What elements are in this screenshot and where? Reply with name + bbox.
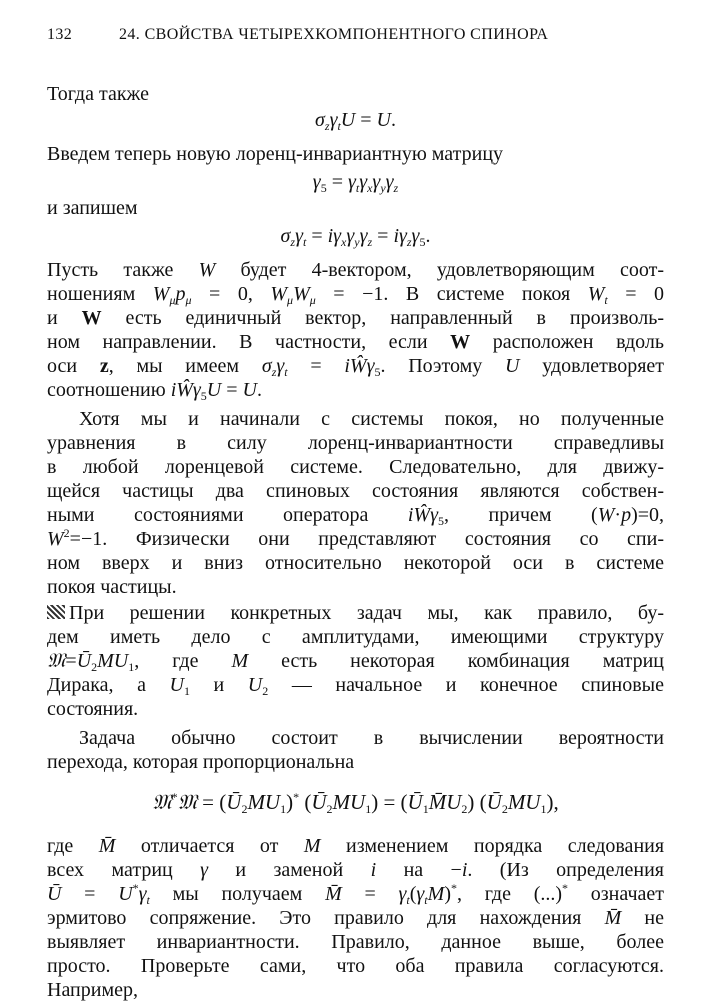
text-line: Пусть также W будет 4-вектором, удовлетворяющим соот- <box>47 259 664 281</box>
text-line: покоя частицы. <box>47 576 177 598</box>
text-line: всех матриц γ и заменой i на −i. (Из определения <box>47 859 665 881</box>
text-line: Например, <box>47 979 138 1001</box>
text-line: Тогда также <box>47 83 149 105</box>
text-line: Задача обычно состоит в вычислении вероятности <box>79 727 664 749</box>
text-line: Ū = $U^*\gamma_t$ мы получаем M̄ = $\gamma_t(\gamma_tM)^*$, где (...)* означает <box>47 881 665 907</box>
page-number: 132 <box>47 26 73 43</box>
text-line: оси z, мы имеем $\sigma_z\gamma_t$ = iŴγ$_5$. Поэтому U удовлетворяет <box>47 355 665 379</box>
text-line: соотношению iŴγ$_5$U = U. <box>47 379 262 403</box>
text-line: ношениям $W_\mu p_\mu = 0$, $W_\mu W_\mu = -1$. В системе покоя $W_t = 0$ <box>47 283 665 307</box>
pointing-hand-icon <box>47 605 65 619</box>
text-line: ном направлении. В частности, если W расположен вдоль <box>47 331 665 353</box>
text-line: просто. Проверьте сами, что оба правила согласуются. <box>47 955 664 977</box>
text-line: щейся частицы два спиновых состояния являются собствен- <box>47 480 664 502</box>
text-line: выявляет инвариантности. Правило, данное выше, более <box>47 931 664 953</box>
text-line: и запишем <box>47 197 138 219</box>
text-line: Дирака, а $U_1$ и $U_2$ — начальное и конечное спиновые <box>47 674 664 698</box>
text-line: перехода, которая пропорциональна <box>47 751 355 773</box>
text-line: дем иметь дело с амплитудами, имеющими структуру <box>47 626 664 648</box>
text-line: эрмитово сопряжение. Это правило для нахождения M̄ не <box>47 907 665 929</box>
equation: $\sigma_z\gamma_tU = U$. <box>315 109 396 133</box>
equation: $\sigma_z\gamma_t = i\gamma_x\gamma_y\gamma_z = i\gamma_z\gamma_5$. <box>280 225 431 249</box>
text-line: При решении конкретных задач мы, как правило, бу- <box>47 601 664 625</box>
equation: $\gamma_5 = \gamma_t\gamma_x\gamma_y\gamma_z$ <box>312 171 399 195</box>
text-line: Хотя мы и начинали с системы покоя, но полученные <box>79 408 664 430</box>
equation: 𝔐*𝔐 = $(Ū_2MU_1)^*$ $(Ū_2MU_1)$ = $(Ū_1M̄U_2)$ $(Ū_2MU_1)$, <box>152 790 559 816</box>
text-line: в любой лоренцевой системе. Следовательно, для движу- <box>47 456 664 478</box>
text-line: состояния. <box>47 698 139 720</box>
text-line: $𝔐=Ū_2MU_1$, где M есть некоторая комбинация матриц <box>47 650 664 674</box>
running-title: 24. СВОЙСТВА ЧЕТЫРЕХКОМПОНЕНТНОГО СПИНОРА <box>119 26 549 43</box>
text-line: ном вверх и вниз относительно некоторой оси в системе <box>47 552 664 574</box>
text-line: Введем теперь новую лоренц-инвариантную матрицу <box>47 143 504 165</box>
text-line: и W есть единичный вектор, направленный в произволь- <box>47 307 664 329</box>
text-line: $W^2=-1$. Физически они представляют состояния со спи- <box>47 526 664 550</box>
text-line: уравнения в силу лоренц-инвариантности справедливы <box>47 432 664 454</box>
text-line: ными состояниями оператора iŴγ$_5$, причем (W·p)=0, <box>47 504 665 528</box>
text-line: где M̄ отличается от M изменением порядка следования <box>47 835 665 857</box>
